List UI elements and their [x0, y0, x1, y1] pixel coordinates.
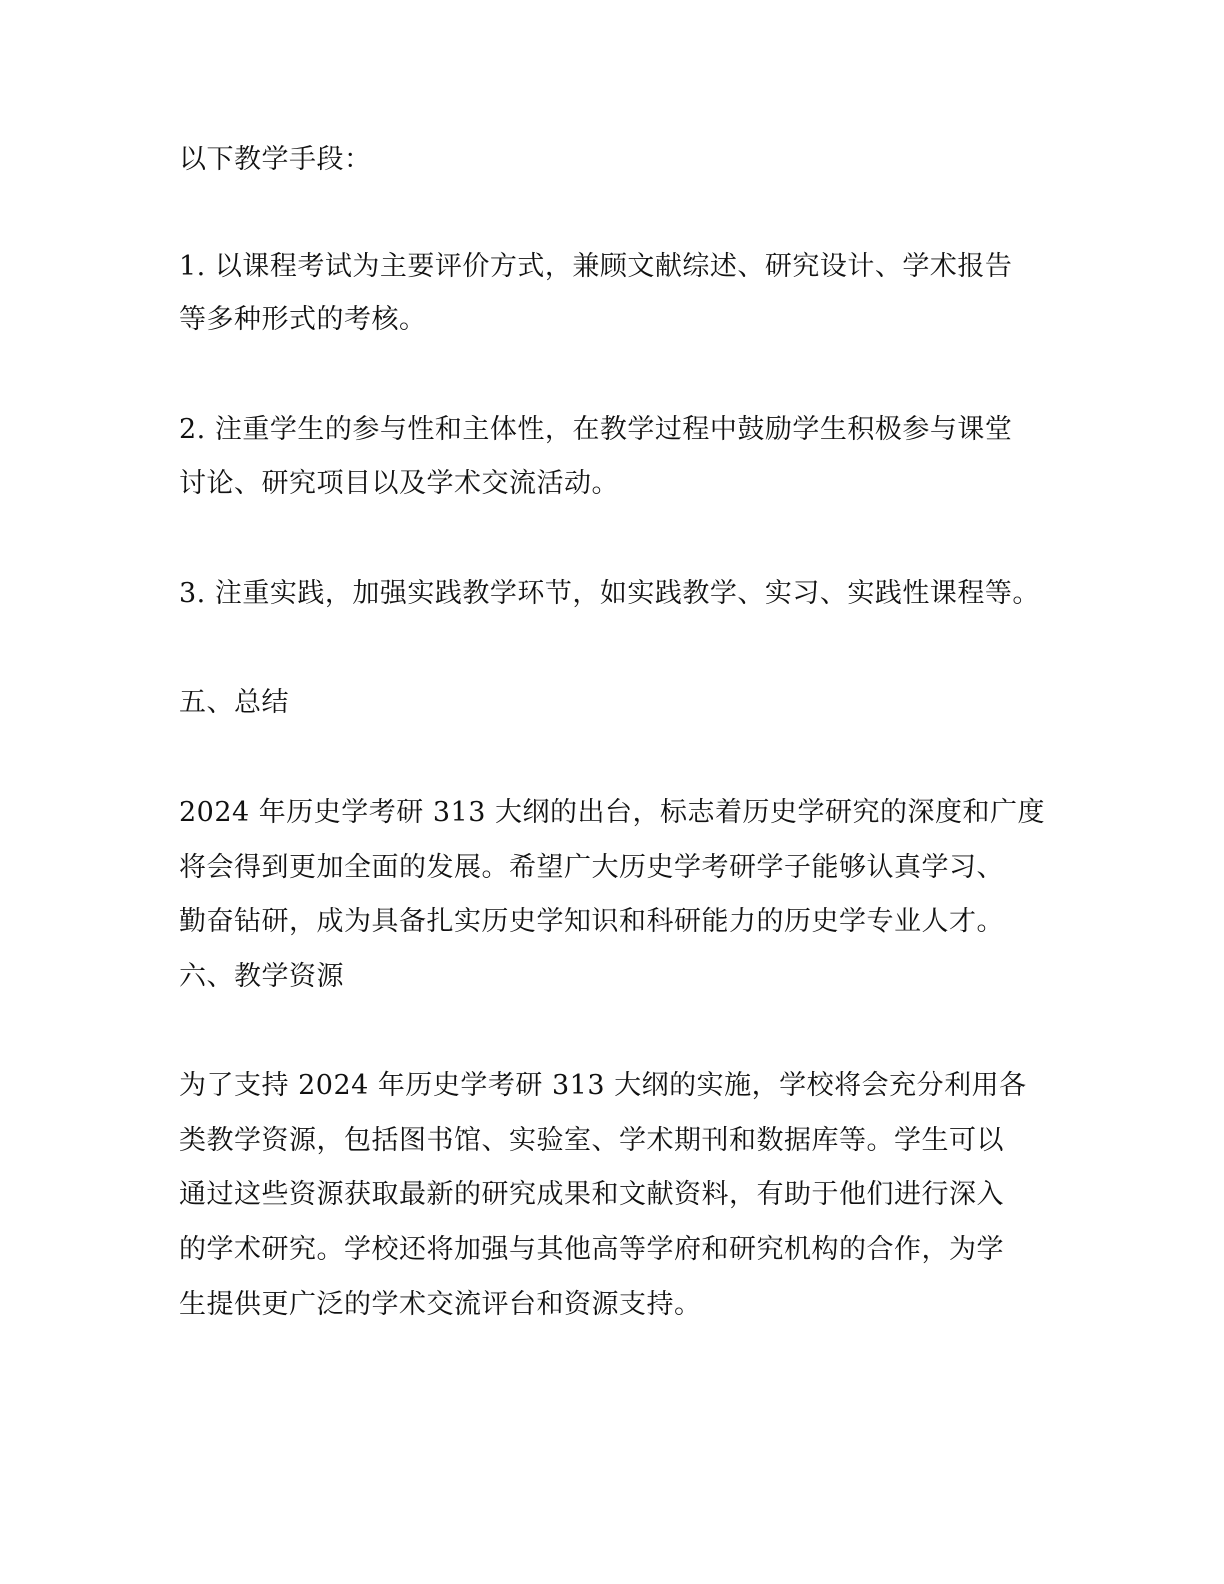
- section-6-heading: 六、教学资源: [179, 961, 344, 992]
- section-6-line-3: 通过这些资源获取最新的研究成果和文献资料，有助于他们进行深入: [179, 1179, 1004, 1210]
- section-6-line-1: 为了支持 2024 年历史学考研 313 大纲的实施，学校将会充分利用各: [179, 1070, 1027, 1101]
- section-6-line-2: 类教学资源，包括图书馆、实验室、学术期刊和数据库等。学生可以: [179, 1125, 1004, 1156]
- item-2-line-2: 讨论、研究项目以及学术交流活动。: [179, 468, 619, 499]
- intro-line: 以下教学手段：: [179, 144, 372, 175]
- section-6-line-5: 生提供更广泛的学术交流评台和资源支持。: [179, 1289, 702, 1320]
- item-1-line-1: 1. 以课程考试为主要评价方式，兼顾文献综述、研究设计、学术报告: [179, 251, 1013, 282]
- section-5-line-2: 将会得到更加全面的发展。希望广大历史学考研学子能够认真学习、: [179, 852, 1004, 883]
- section-5-line-1: 2024 年历史学考研 313 大纲的出台，标志着历史学研究的深度和广度: [179, 797, 1045, 828]
- item-1-line-2: 等多种形式的考核。: [179, 304, 427, 335]
- section-5-heading: 五、总结: [179, 687, 289, 718]
- section-5-line-3: 勤奋钻研，成为具备扎实历史学知识和科研能力的历史学专业人才。: [179, 906, 1004, 937]
- item-3-line-1: 3. 注重实践，加强实践教学环节，如实践教学、实习、实践性课程等。: [179, 578, 1040, 609]
- section-6-line-4: 的学术研究。学校还将加强与其他高等学府和研究机构的合作，为学: [179, 1234, 1004, 1265]
- item-2-line-1: 2. 注重学生的参与性和主体性，在教学过程中鼓励学生积极参与课堂: [179, 414, 1013, 445]
